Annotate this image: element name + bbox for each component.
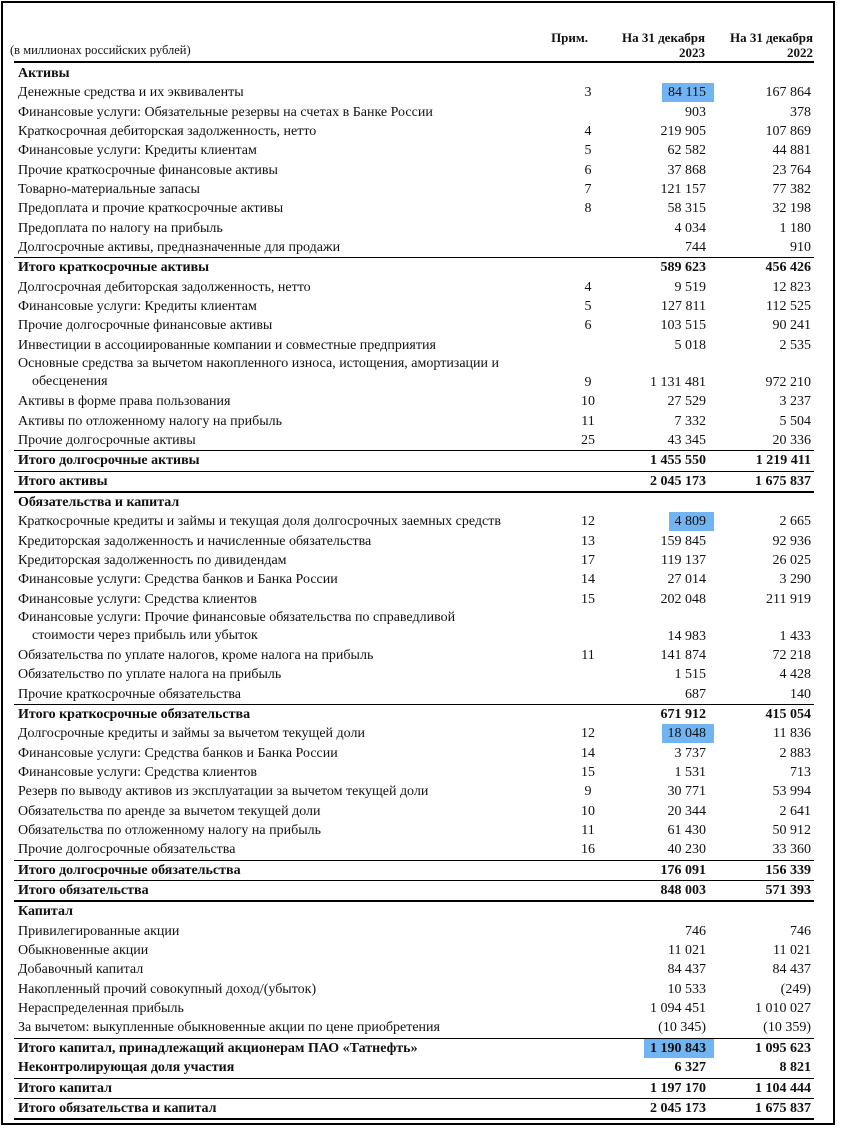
table-row: [14, 609, 814, 646]
value-2022: 4 428: [779, 667, 811, 683]
note-ref: 11: [581, 823, 595, 839]
section-heading: [14, 64, 814, 83]
note-ref: 12: [581, 514, 595, 530]
value-2022: 12 823: [772, 279, 811, 295]
note-ref: 14: [581, 745, 595, 761]
row-label: Прочие долгосрочные активы: [18, 432, 196, 448]
note-ref: 6: [584, 162, 592, 178]
table-row: [14, 336, 814, 355]
table-row: [14, 665, 814, 684]
note-ref: 10: [581, 803, 595, 819]
row-label: Итого долгосрочные активы: [18, 453, 200, 469]
value-2023: 4 034: [674, 220, 706, 236]
value-2022: 1 010 027: [755, 1001, 811, 1017]
table-row: [14, 278, 814, 297]
row-label: Резерв по выводу активов из эксплуатации за вычетом текущей доли: [18, 784, 429, 800]
value-2023: 176 091: [660, 862, 706, 878]
value-2023: 219 905: [660, 124, 706, 140]
table-row: [14, 392, 814, 411]
row-label: Прочие краткосрочные финансовые активы: [18, 162, 278, 178]
total-row: [14, 1038, 814, 1058]
value-2022: 26 025: [772, 552, 811, 568]
row-label: Денежные средства и их эквиваленты: [18, 85, 244, 101]
value-2023: [614, 83, 706, 102]
note-ref: 25: [581, 432, 595, 448]
row-label: Нераспределенная прибыль: [18, 1001, 184, 1017]
note-ref: 5: [584, 299, 592, 315]
value-2023: 589 623: [660, 260, 706, 276]
value-2023: 37 868: [667, 162, 706, 178]
row-label: Кредиторская задолженность по дивидендам: [18, 552, 287, 568]
value-2023: 141 874: [660, 647, 706, 663]
table-row: [14, 161, 814, 180]
value-2022: 910: [790, 240, 811, 256]
note-ref: 4: [584, 124, 592, 140]
value-2022: 11 021: [773, 943, 811, 959]
note-ref: 6: [584, 318, 592, 334]
note-ref: 12: [581, 726, 595, 742]
value-2023: 43 345: [667, 432, 706, 448]
row-label: Основные средства за вычетом накопленного износа, истощения, амортизации и обесценения: [18, 356, 500, 390]
value-2022: 746: [790, 923, 811, 939]
value-2023: 14 983: [667, 628, 706, 644]
table-row: [14, 83, 814, 102]
value-2023: (10 345): [658, 1020, 706, 1036]
value-2023: 1 455 550: [650, 453, 706, 469]
note-column-header: Прим.: [551, 30, 588, 45]
row-label: Накопленный прочий совокупный доход/(убыток): [18, 981, 317, 997]
highlighted-value: 1 190 843: [644, 1039, 714, 1058]
value-2022: 112 525: [766, 299, 811, 315]
table-row: [14, 960, 814, 979]
highlighted-value: 4 809: [669, 512, 715, 531]
grand-total-row: [14, 1098, 814, 1120]
note-ref: 4: [584, 279, 592, 295]
value-2022: 456 426: [765, 260, 811, 276]
value-2023: 84 437: [667, 962, 706, 978]
row-label: Итого обязательства и капитал: [18, 1100, 217, 1116]
grand-total-row: [14, 880, 814, 902]
value-2022: 972 210: [765, 375, 811, 391]
table-row: [14, 238, 814, 257]
value-2023: 202 048: [660, 591, 706, 607]
value-2022: 2 665: [779, 514, 811, 530]
table-row: [14, 412, 814, 431]
table-row: [14, 297, 814, 316]
value-2023: 58 315: [667, 201, 706, 217]
note-ref: 10: [581, 394, 595, 410]
row-label: Предоплата по налогу на прибыль: [18, 220, 223, 236]
note-ref: 13: [581, 533, 595, 549]
value-2023: [614, 724, 706, 743]
value-2022: 211 919: [766, 591, 811, 607]
row-label: Финансовые услуги: Средства банков и Банка России: [18, 745, 338, 761]
note-ref: 3: [584, 85, 592, 101]
value-2023: 27 529: [667, 394, 706, 410]
table-row: [14, 570, 814, 589]
total-row: [14, 450, 814, 470]
value-2023: [614, 1039, 706, 1058]
table-row: [14, 199, 814, 218]
value-2023: 159 845: [660, 533, 706, 549]
row-label: Краткосрочные кредиты и займы и текущая доля долгосрочных заемных средств: [18, 514, 501, 530]
table-row: [14, 646, 814, 665]
table-row: [14, 590, 814, 609]
table-row: [14, 122, 814, 141]
table-row: [14, 532, 814, 551]
row-label: Финансовые услуги: Средства банков и Банка России: [18, 572, 338, 588]
table-row: [14, 316, 814, 335]
value-2022: 8 821: [779, 1060, 811, 1076]
column-2022-header: На 31 декабря 2022: [729, 30, 813, 60]
value-2023: 1 094 451: [650, 1001, 706, 1017]
table-row: [14, 999, 814, 1018]
row-label: Обязательства по аренде за вычетом текущей доли: [18, 803, 321, 819]
table-row: [14, 685, 814, 704]
value-2023: 103 515: [660, 318, 706, 334]
value-2022: 1 675 837: [755, 1100, 811, 1116]
value-2022: 1 104 444: [755, 1080, 811, 1096]
table-row: [14, 724, 814, 743]
value-2023: 10 533: [667, 981, 706, 997]
value-2022: 1 219 411: [755, 453, 811, 469]
value-2023: 687: [685, 686, 706, 702]
row-label: Капитал: [18, 904, 73, 920]
row-label: Активы по отложенному налогу на прибыль: [18, 413, 282, 429]
row-label: Долгосрочная дебиторская задолженность, нетто: [18, 279, 311, 295]
value-2022: 2 641: [779, 803, 811, 819]
row-label: Финансовые услуги: Средства клиентов: [18, 765, 258, 780]
value-2023: [614, 512, 706, 531]
table-row: [14, 782, 814, 801]
value-2023: 671 912: [660, 706, 706, 722]
balance-sheet-table: [14, 64, 814, 1120]
note-ref: 17: [581, 552, 595, 568]
row-label: Финансовые услуги: Кредиты клиентам: [18, 299, 257, 315]
table-row: [14, 141, 814, 160]
value-2022: 107 869: [765, 124, 811, 140]
row-label: Активы в форме права пользования: [18, 394, 231, 410]
row-label: Инвестиции в ассоциированные компании и совместные предприятия: [18, 337, 436, 353]
total-row: [14, 704, 814, 724]
value-2023: 40 230: [667, 842, 706, 858]
value-2022: 2 535: [779, 337, 811, 353]
value-2023: 746: [685, 923, 706, 939]
value-2022: 32 198: [772, 201, 811, 217]
table-row: [14, 980, 814, 999]
table-row: [14, 180, 814, 199]
value-2023: 9 519: [674, 279, 706, 295]
note-ref: 14: [581, 572, 595, 588]
total-row: [14, 1078, 814, 1098]
value-2022: 140: [790, 686, 811, 702]
value-2022: 50 912: [772, 823, 811, 839]
total-row: [14, 860, 814, 880]
value-2022: 92 936: [772, 533, 811, 549]
table-row: [14, 551, 814, 570]
row-label: Итого активы: [18, 473, 108, 489]
row-label: Итого краткосрочные обязательства: [18, 706, 251, 722]
value-2023: 7 332: [674, 413, 706, 429]
value-2022: 44 881: [772, 143, 811, 159]
value-2023: 903: [685, 104, 706, 120]
table-row: [14, 744, 814, 763]
row-label: Финансовые услуги: Кредиты клиентам: [18, 143, 257, 159]
row-label: Активы: [18, 66, 70, 81]
table-row: [14, 941, 814, 960]
table-row: [14, 219, 814, 238]
header-rule: [14, 61, 814, 63]
total-row: [14, 257, 814, 277]
row-label: Обязательства по отложенному налогу на прибыль: [18, 823, 322, 839]
table-row: [14, 512, 814, 531]
row-label: Итого капитал, принадлежащий акционерам ПАО «Татнефть»: [18, 1040, 418, 1056]
note-ref: 8: [584, 201, 592, 217]
value-2023: 1 515: [674, 667, 706, 683]
row-label: Финансовые услуги: Обязательные резервы на счетах в Банке России: [18, 104, 433, 120]
row-label: Привилегированные акции: [18, 923, 180, 939]
value-2023: 848 003: [660, 883, 706, 899]
table-row: [14, 1058, 814, 1077]
value-2022: 713: [790, 765, 811, 780]
value-2022: 90 241: [772, 318, 811, 334]
note-ref: 7: [584, 182, 592, 198]
row-label: Прочие краткосрочные обязательства: [18, 686, 241, 702]
value-2023: 62 582: [667, 143, 706, 159]
row-label: Финансовые услуги: Прочие финансовые обязательства по справедливой стоимости через прибыль или убыток: [18, 609, 456, 643]
value-2022: 84 437: [772, 962, 811, 978]
note-ref: 16: [581, 842, 595, 858]
value-2022: 167 864: [765, 85, 811, 101]
value-2022: 1 433: [779, 628, 811, 644]
table-row: [14, 355, 814, 392]
table-row: [14, 763, 814, 782]
note-ref: 5: [584, 143, 592, 159]
table-row: [14, 103, 814, 122]
row-label: За вычетом: выкупленные обыкновенные акции по цене приобретения: [18, 1020, 440, 1036]
section-heading: [14, 493, 814, 512]
value-2022: 11 836: [773, 726, 811, 742]
value-2023: 11 021: [668, 943, 706, 959]
value-2023: 119 137: [661, 552, 706, 568]
value-2023: 1 197 170: [650, 1080, 706, 1096]
value-2022: 77 382: [772, 182, 811, 198]
note-ref: 11: [581, 413, 595, 429]
row-label: Долгосрочные активы, предназначенные для продажи: [18, 240, 341, 256]
row-label: Обыкновенные акции: [18, 943, 149, 959]
value-2022: 415 054: [765, 706, 811, 722]
note-ref: 9: [584, 784, 592, 800]
table-row: [14, 840, 814, 859]
row-label: Итого обязательства: [18, 883, 149, 899]
value-2022: 3 237: [779, 394, 811, 410]
row-label: Добавочный капитал: [18, 962, 144, 978]
table-row: [14, 922, 814, 941]
highlighted-value: 84 115: [662, 83, 714, 102]
table-row: [14, 431, 814, 450]
value-2023: 3 737: [674, 745, 706, 761]
note-ref: 11: [581, 647, 595, 663]
note-ref: 15: [581, 765, 595, 780]
value-2023: 5 018: [674, 337, 706, 353]
value-2022: 156 339: [765, 862, 811, 878]
value-2022: 1 095 623: [755, 1040, 811, 1056]
value-2022: (10 359): [763, 1020, 811, 1036]
row-label: Обязательства и капитал: [18, 494, 180, 510]
row-label: Итого краткосрочные активы: [18, 260, 210, 276]
table-header: [10, 26, 815, 60]
section-heading: [14, 902, 814, 921]
row-label: Неконтролирующая доля участия: [18, 1060, 235, 1076]
row-label: Предоплата и прочие краткосрочные активы: [18, 201, 284, 217]
value-2023: 744: [685, 240, 706, 256]
value-2023: 127 811: [661, 299, 706, 315]
value-2023: 2 045 173: [650, 1100, 706, 1116]
row-label: Финансовые услуги: Средства клиентов: [18, 591, 258, 607]
value-2023: 2 045 173: [650, 473, 706, 489]
value-2022: (249): [780, 981, 811, 997]
units-caption: (в миллионах российских рублей): [10, 43, 191, 57]
value-2022: 20 336: [772, 432, 811, 448]
value-2023: 27 014: [667, 572, 706, 588]
value-2022: 33 360: [772, 842, 811, 858]
value-2023: 1 531: [674, 765, 706, 780]
highlighted-value: 18 048: [662, 724, 715, 743]
value-2022: 23 764: [772, 162, 811, 178]
row-label: Обязательство по уплате налога на прибыль: [18, 667, 282, 683]
value-2022: 1 180: [779, 220, 811, 236]
value-2022: 571 393: [765, 883, 811, 899]
row-label: Долгосрочные кредиты и займы за вычетом текущей доли: [18, 726, 365, 742]
table-row: [14, 821, 814, 840]
value-2023: 30 771: [667, 784, 706, 800]
note-ref: 9: [584, 375, 592, 391]
row-label: Товарно-материальные запасы: [18, 182, 200, 198]
value-2023: 121 157: [660, 182, 706, 198]
value-2023: 20 344: [667, 803, 706, 819]
note-ref: 15: [581, 591, 595, 607]
grand-total-row: [14, 471, 814, 493]
row-label: Обязательства по уплате налогов, кроме налога на прибыль: [18, 647, 374, 663]
row-label: Итого долгосрочные обязательства: [18, 862, 241, 878]
value-2023: 61 430: [667, 823, 706, 839]
value-2022: 53 994: [772, 784, 811, 800]
value-2022: 2 883: [779, 745, 811, 761]
row-label: Прочие долгосрочные обязательства: [18, 842, 236, 858]
table-row: [14, 802, 814, 821]
value-2022: 3 290: [779, 572, 811, 588]
row-label: Итого капитал: [18, 1080, 112, 1096]
value-2022: 1 675 837: [755, 473, 811, 489]
value-2023: 1 131 481: [650, 375, 706, 391]
value-2022: 378: [790, 104, 811, 120]
value-2022: 72 218: [772, 647, 811, 663]
value-2022: 5 504: [779, 413, 811, 429]
value-2023: 6 327: [674, 1060, 706, 1076]
column-2023-header: На 31 декабря 2023: [621, 30, 705, 60]
table-row: [14, 1018, 814, 1037]
row-label: Кредиторская задолженность и начисленные обязательства: [18, 533, 372, 549]
row-label: Прочие долгосрочные финансовые активы: [18, 318, 273, 334]
row-label: Краткосрочная дебиторская задолженность, нетто: [18, 124, 317, 140]
